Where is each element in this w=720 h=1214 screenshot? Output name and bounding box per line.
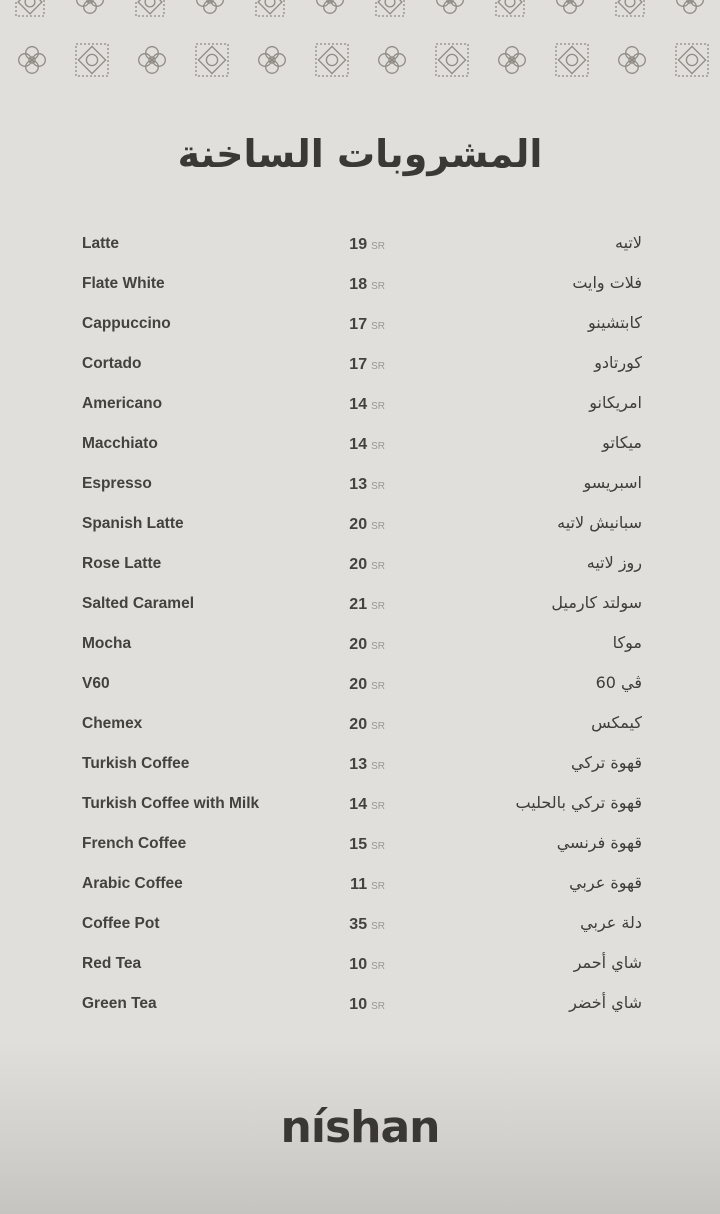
price-value: 20 [349,636,368,653]
item-name-arabic: كورتادو [594,353,642,372]
price-value: 10 [349,956,368,973]
item-name-arabic: فلات وايت [572,273,642,292]
price-value: 21 [349,596,368,613]
item-name-english: Spanish Latte [82,515,184,532]
menu-item-row [0,265,720,305]
floral-ornament [496,0,524,16]
item-name-arabic: شاي أحمر [573,953,642,972]
floral-ornament [16,0,44,16]
price-value: 14 [349,396,368,413]
menu-item-row [0,985,720,1025]
price-value: 15 [349,836,368,853]
quatrefoil-ornament [619,47,646,74]
item-name-english: Mocha [82,635,132,652]
floral-ornament [76,44,108,76]
quatrefoil-ornament [317,0,344,13]
item-price [300,994,385,1014]
currency-label: SR [371,721,385,732]
price-value: 35 [349,916,368,933]
item-name-arabic: كيمكس [591,713,642,732]
item-name-english: Macchiato [82,435,158,452]
quatrefoil-ornament [259,47,286,74]
menu-item-row [0,505,720,545]
price-value: 17 [349,356,368,373]
currency-label: SR [371,241,385,252]
menu-item-row [0,865,720,905]
price-value: 20 [349,516,368,533]
currency-label: SR [371,801,385,812]
item-name-arabic: دلة عربي [580,913,642,932]
menu-item-row [0,625,720,665]
item-price [300,594,385,614]
menu-item-row [0,425,720,465]
item-name-english: Turkish Coffee with Milk [82,795,260,812]
quatrefoil-ornament [557,0,584,13]
floral-ornament [256,0,284,16]
item-name-arabic: قهوة تركي [571,753,642,772]
currency-label: SR [371,761,385,772]
price-value: 14 [349,436,368,453]
item-price [300,274,385,294]
price-value: 20 [349,556,368,573]
menu-item-row [0,785,720,825]
brand-logo [0,1096,720,1167]
item-name-arabic: ڤي 60 [595,673,642,692]
quatrefoil-ornament [499,47,526,74]
menu-item-row [0,825,720,865]
floral-ornament [436,44,468,76]
item-name-english: Cappuccino [82,315,171,332]
item-price [300,554,385,574]
currency-label: SR [371,521,385,532]
floral-ornament [136,0,164,16]
currency-label: SR [371,921,385,932]
currency-label: SR [371,361,385,372]
currency-label: SR [371,601,385,612]
quatrefoil-ornament [139,47,166,74]
item-name-english: Turkish Coffee [82,755,190,772]
item-name-english: Espresso [82,475,152,492]
price-value: 13 [349,756,368,773]
currency-label: SR [371,1001,385,1012]
menu-item-row [0,465,720,505]
item-name-arabic: ميكاتو [602,433,642,452]
quatrefoil-ornament [19,47,46,74]
price-value: 10 [349,996,368,1013]
currency-label: SR [371,641,385,652]
item-price [300,754,385,774]
currency-label: SR [371,281,385,292]
currency-label: SR [371,441,385,452]
floral-ornament [616,0,644,16]
item-name-arabic: قهوة عربي [569,873,642,892]
item-price [300,234,385,254]
item-price [300,954,385,974]
floral-ornament [556,44,588,76]
price-value: 20 [349,716,368,733]
item-name-arabic: روز لاتيه [586,553,642,572]
menu-item-row [0,905,720,945]
menu-list [0,225,720,1025]
item-name-arabic: قهوة تركي بالحليب [515,793,642,812]
menu-item-row [0,585,720,625]
item-name-arabic: لاتيه [615,233,642,252]
menu-item-row [0,665,720,705]
item-price [300,634,385,654]
item-name-english: Americano [82,395,163,412]
item-price [300,474,385,494]
item-price [300,314,385,334]
item-name-arabic: سبانيش لاتيه [557,513,642,532]
item-name-english: Flate White [82,275,165,292]
floral-ornament [376,0,404,16]
item-price [300,714,385,734]
item-name-english: V60 [82,675,110,692]
currency-label: SR [371,401,385,412]
item-name-english: Rose Latte [82,555,162,572]
floral-ornament [196,44,228,76]
menu-item-row [0,225,720,265]
currency-label: SR [371,481,385,492]
item-price [300,674,385,694]
item-name-arabic: قهوة فرنسي [556,833,642,852]
quatrefoil-ornament [77,0,104,13]
decorative-pattern-header [0,0,720,100]
svg-text:níshan: níshan [280,1102,440,1153]
menu-item-row [0,705,720,745]
item-price [300,514,385,534]
quatrefoil-ornament [677,0,704,13]
item-name-english: Coffee Pot [82,915,160,932]
item-name-arabic: كابتشينو [588,313,642,332]
page-title: المشروبات الساخنة [177,132,543,176]
item-name-english: French Coffee [82,835,187,852]
price-value: 18 [349,276,368,293]
item-price [300,354,385,374]
menu-item-row [0,385,720,425]
item-price [300,874,385,894]
item-price [300,434,385,454]
price-value: 19 [349,236,368,253]
item-name-arabic: سولتد كارميل [551,593,642,612]
quatrefoil-ornament [437,0,464,13]
menu-item-row [0,945,720,985]
item-name-arabic: امريكانو [589,393,642,412]
quatrefoil-ornament [379,47,406,74]
price-value: 14 [349,796,368,813]
currency-label: SR [371,681,385,692]
item-name-arabic: شاي أخضر [569,993,642,1012]
floral-ornament [676,44,708,76]
item-price [300,914,385,934]
menu-item-row [0,345,720,385]
price-value: 17 [349,316,368,333]
brand-logo-mark [280,1096,440,1156]
menu-item-row [0,545,720,585]
item-name-english: Arabic Coffee [82,875,183,892]
item-price [300,394,385,414]
currency-label: SR [371,321,385,332]
quatrefoil-ornament [197,0,224,13]
item-price [300,794,385,814]
menu-item-row [0,305,720,345]
currency-label: SR [371,561,385,572]
item-name-arabic: اسبريسو [583,473,642,492]
item-name-arabic: موكا [612,633,642,652]
price-value: 20 [349,676,368,693]
item-name-english: Red Tea [82,955,142,972]
price-value: 13 [349,476,368,493]
currency-label: SR [371,961,385,972]
currency-label: SR [371,881,385,892]
item-name-english: Green Tea [82,995,157,1012]
price-value: 11 [350,876,368,893]
item-price [300,834,385,854]
item-name-english: Latte [82,235,120,252]
item-name-english: Salted Caramel [82,595,194,612]
menu-item-row [0,745,720,785]
floral-ornament [316,44,348,76]
item-name-english: Cortado [82,355,142,372]
item-name-english: Chemex [82,715,143,732]
currency-label: SR [371,841,385,852]
